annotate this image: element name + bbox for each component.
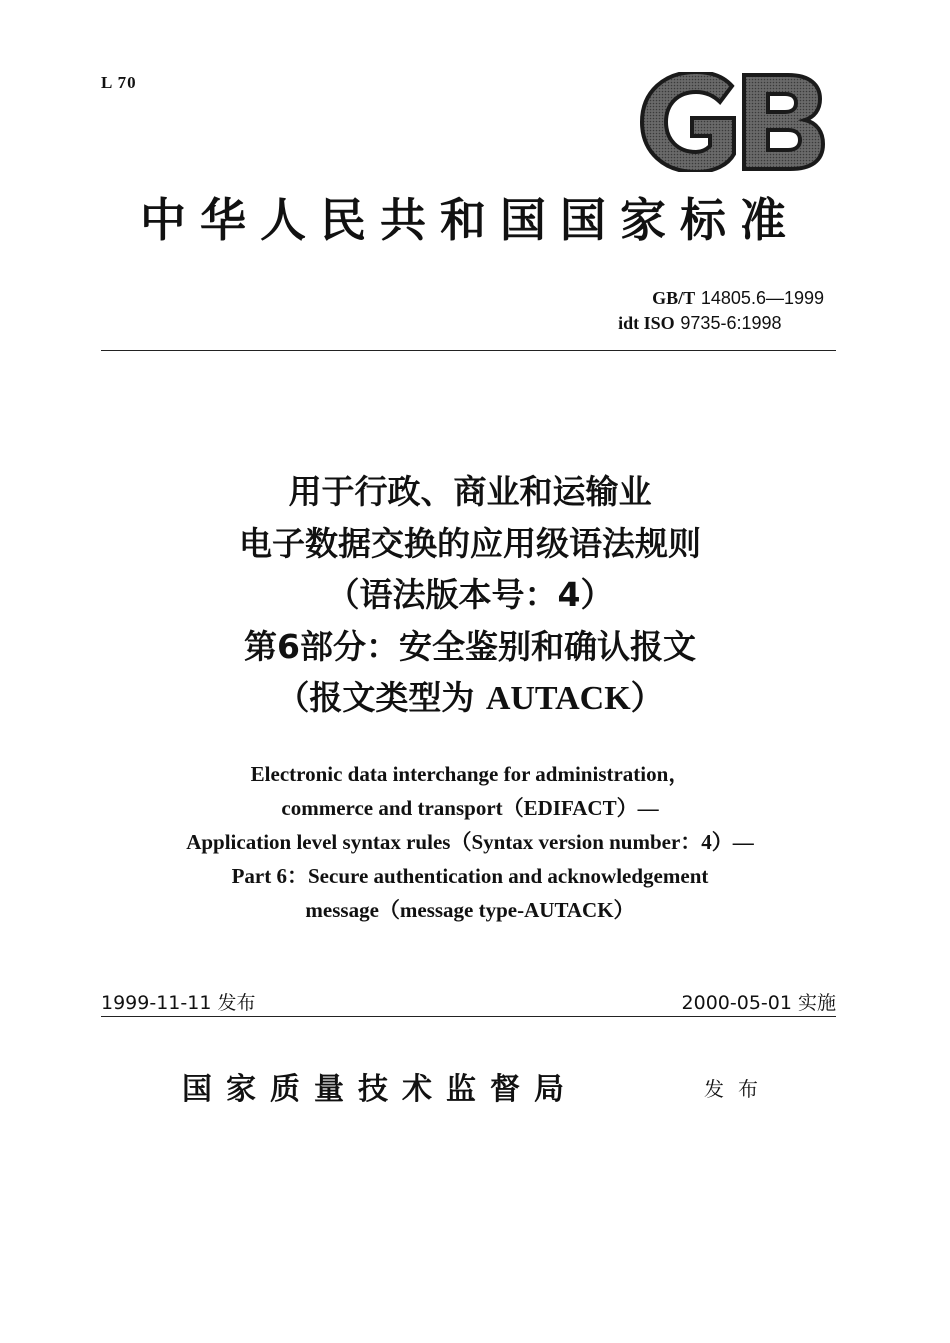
chinese-title-prefix: （报文类型为 — [276, 678, 475, 717]
chinese-title — [100, 466, 840, 725]
standard-number-block — [618, 286, 824, 336]
logo-letter-b — [744, 75, 823, 169]
english-title — [100, 757, 840, 927]
chinese-title-line: 电子数据交换的应用级语法规则 — [239, 523, 701, 563]
top-divider — [101, 350, 836, 351]
bottom-divider — [101, 1016, 836, 1017]
english-title-line: commerce and transport（EDIFACT）— — [281, 796, 659, 820]
english-title-line: message（message type-AUTACK） — [305, 898, 635, 922]
adoption-prefix: idt ISO — [618, 313, 675, 333]
chinese-title-line: 第6部分：安全鉴别和确认报文 — [244, 626, 696, 666]
logo-letter-g — [642, 72, 734, 172]
english-title-line: Application level syntax rules（Syntax version number：4）— — [186, 830, 754, 854]
implementation-date: 2000-05-01 实施 — [681, 992, 836, 1014]
chinese-title-line — [100, 672, 840, 725]
issue-date: 1999-11-11 发布 — [101, 992, 256, 1014]
standard-number-value: 14805.6—1999 — [700, 288, 824, 308]
message-type-code: AUTACK — [485, 680, 631, 717]
english-title-line: Part 6：Secure authentication and acknowledgement — [231, 864, 709, 888]
adoption-line — [618, 311, 824, 336]
english-title-line: Electronic data interchange for administration， — [250, 762, 690, 786]
classification-code: L 70 — [101, 73, 137, 92]
standard-number-prefix: GB/T — [652, 288, 696, 308]
gb-logo — [640, 72, 825, 172]
standard-number-line — [618, 286, 824, 311]
chinese-title-line: （语法版本号：4） — [326, 575, 614, 614]
national-standard-title: 中华人民共和国国家标准 — [140, 193, 800, 247]
chinese-title-suffix: ） — [630, 678, 664, 717]
issuing-authority: 国家质量技术监督局 — [182, 1072, 578, 1107]
adoption-number: 9735-6:1998 — [680, 313, 782, 333]
issue-verb: 发布 — [704, 1077, 772, 1101]
chinese-title-line: 用于行政、商业和运输业 — [288, 472, 652, 511]
